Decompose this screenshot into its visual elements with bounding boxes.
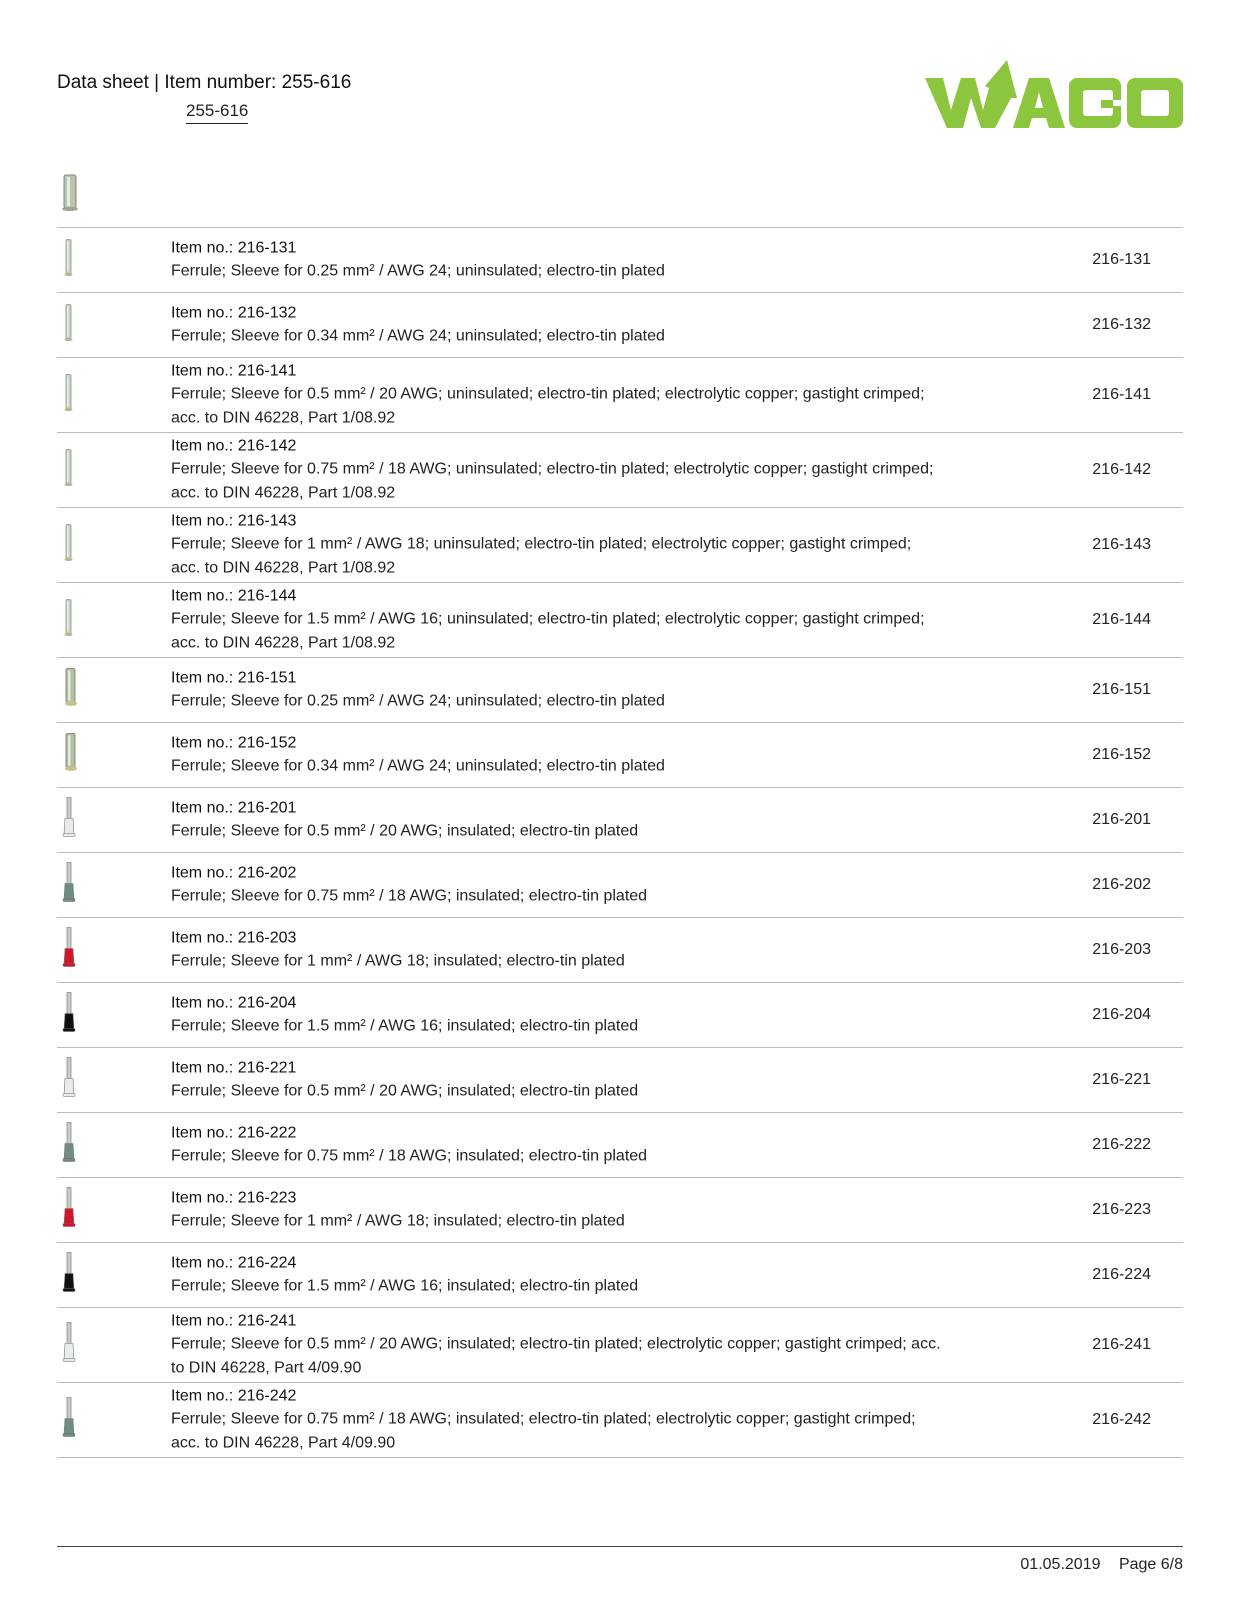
item-number-link[interactable]: 216-202 — [1092, 876, 1151, 893]
item-title: Item no.: 216-131 — [171, 239, 297, 257]
item-number-link[interactable]: 216-142 — [1092, 461, 1151, 478]
item-text — [171, 237, 941, 284]
table-row — [57, 433, 1183, 508]
item-title: Item no.: 216-224 — [171, 1254, 297, 1272]
item-number-link[interactable]: 216-224 — [1092, 1266, 1151, 1283]
item-description: Ferrule; Sleeve for 1 mm² / AWG 18; insulated; electro-tin plated — [171, 1212, 625, 1230]
item-title: Item no.: 216-151 — [171, 669, 297, 687]
item-title: Item no.: 216-222 — [171, 1124, 297, 1142]
ferrule-black-icon — [61, 1252, 79, 1299]
item-title: Item no.: 216-223 — [171, 1189, 297, 1207]
item-title: Item no.: 216-132 — [171, 304, 297, 322]
item-description: Ferrule; Sleeve for 0.75 mm² / 18 AWG; uninsulated; electro-tin plated; electrolytic copper; gastight crimped; acc. to DIN 46228, Part 1/08.92 — [171, 460, 934, 502]
table-row — [57, 918, 1183, 983]
item-title: Item no.: 216-221 — [171, 1059, 297, 1077]
table-row — [57, 1048, 1183, 1113]
ferrule-thick-icon — [61, 732, 81, 779]
item-number-link[interactable]: 216-223 — [1092, 1201, 1151, 1218]
ferrule-gray-icon — [61, 1122, 79, 1169]
item-title: Item no.: 216-144 — [171, 587, 297, 605]
page-title: Data sheet | Item number: 255-616 — [57, 72, 352, 93]
ferrule-bare-icon — [61, 238, 77, 283]
item-description: Ferrule; Sleeve for 0.5 mm² / 20 AWG; insulated; electro-tin plated — [171, 1082, 639, 1100]
table-row — [57, 228, 1183, 293]
table-row — [57, 1383, 1183, 1458]
item-number-link[interactable]: 255-616 — [186, 101, 248, 124]
item-number-link[interactable]: 216-221 — [1092, 1071, 1151, 1088]
ferrule-white-icon — [61, 1057, 79, 1104]
table-row — [57, 1113, 1183, 1178]
footer-date: 01.05.2019 — [1020, 1556, 1101, 1573]
table-row — [57, 293, 1183, 358]
item-text — [171, 1187, 941, 1234]
item-title: Item no.: 216-242 — [171, 1387, 297, 1405]
table-row — [57, 1243, 1183, 1308]
ferrule-thick-icon — [61, 667, 81, 714]
ferrule-white-icon — [61, 797, 79, 844]
item-number-link[interactable]: 216-131 — [1092, 251, 1151, 268]
table-row — [57, 1308, 1183, 1383]
item-number-link[interactable]: 216-144 — [1092, 611, 1151, 628]
ferrule-white-icon — [61, 1322, 79, 1369]
ferrule-red-icon — [61, 927, 79, 974]
ferrule-bare-icon — [61, 373, 77, 418]
item-text — [171, 797, 941, 844]
item-text — [171, 732, 941, 779]
item-description: Ferrule; Sleeve for 1 mm² / AWG 18; insulated; electro-tin plated — [171, 952, 625, 970]
item-description: Ferrule; Sleeve for 0.5 mm² / 20 AWG; insulated; electro-tin plated — [171, 822, 639, 840]
ferrule-bare-icon — [61, 523, 77, 568]
item-number-link[interactable]: 216-132 — [1092, 316, 1151, 333]
item-description: Ferrule; Sleeve for 0.5 mm² / 20 AWG; insulated; electro-tin plated; electrolytic copper; gastight crimped; acc. to DIN 46228, Part 4/09.90 — [171, 1335, 941, 1377]
item-text — [171, 992, 941, 1039]
item-title: Item no.: 216-241 — [171, 1312, 297, 1330]
ferrule-gray-icon — [61, 1397, 79, 1444]
item-description: Ferrule; Sleeve for 0.75 mm² / 18 AWG; insulated; electro-tin plated — [171, 1147, 648, 1165]
table-row — [57, 853, 1183, 918]
item-text — [171, 927, 941, 974]
item-title: Item no.: 216-204 — [171, 994, 297, 1012]
item-title: Item no.: 216-143 — [171, 512, 297, 530]
table-row — [57, 508, 1183, 583]
item-text — [171, 1057, 941, 1104]
ferrule-bare-icon — [61, 448, 77, 493]
item-number-link[interactable]: 216-204 — [1092, 1006, 1151, 1023]
ferrule-bare-icon — [61, 303, 77, 348]
item-number-link[interactable]: 216-242 — [1092, 1411, 1151, 1428]
footer-divider — [57, 1546, 1183, 1547]
ferrule-black-icon — [61, 992, 79, 1039]
item-text — [171, 1252, 941, 1299]
table-row — [57, 1178, 1183, 1243]
table-row — [57, 358, 1183, 433]
ferrule-red-icon — [61, 1187, 79, 1234]
item-number-link[interactable]: 216-203 — [1092, 941, 1151, 958]
item-text — [171, 1385, 941, 1456]
item-title: Item no.: 216-203 — [171, 929, 297, 947]
item-text — [171, 360, 941, 431]
item-number-link[interactable]: 216-151 — [1092, 681, 1151, 698]
item-description: Ferrule; Sleeve for 1 mm² / AWG 18; uninsulated; electro-tin plated; electrolytic copper; gastight crimped; acc. to DIN 46228, Part 1/08.92 — [171, 535, 912, 577]
item-description: Ferrule; Sleeve for 0.34 mm² / AWG 24; uninsulated; electro-tin plated — [171, 757, 665, 775]
item-number-link[interactable]: 216-152 — [1092, 746, 1151, 763]
item-text — [171, 862, 941, 909]
item-text — [171, 510, 941, 581]
item-title: Item no.: 216-152 — [171, 734, 297, 752]
item-text — [171, 1310, 941, 1381]
item-title: Item no.: 216-142 — [171, 437, 297, 455]
accessory-list — [57, 227, 1183, 1458]
item-description: Ferrule; Sleeve for 1.5 mm² / AWG 16; insulated; electro-tin plated — [171, 1277, 639, 1295]
item-description: Ferrule; Sleeve for 0.75 mm² / 18 AWG; insulated; electro-tin plated; electrolytic copper; gastight crimped; acc. to DIN 46228, Part 4/09.90 — [171, 1410, 916, 1452]
item-description: Ferrule; Sleeve for 0.34 mm² / AWG 24; uninsulated; electro-tin plated — [171, 327, 665, 345]
ferrule-product-icon — [60, 174, 82, 212]
item-number-link[interactable]: 216-143 — [1092, 536, 1151, 553]
wago-logo — [925, 58, 1183, 146]
item-number-link[interactable]: 216-222 — [1092, 1136, 1151, 1153]
table-row — [57, 983, 1183, 1048]
item-description: Ferrule; Sleeve for 1.5 mm² / AWG 16; uninsulated; electro-tin plated; electrolytic copper; gastight crimped; acc. to DIN 46228, Part 1/08.92 — [171, 610, 925, 652]
footer-page: Page 6/8 — [1118, 1556, 1183, 1573]
ferrule-gray-icon — [61, 862, 79, 909]
item-description: Ferrule; Sleeve for 1.5 mm² / AWG 16; insulated; electro-tin plated — [171, 1017, 639, 1035]
table-row — [57, 788, 1183, 853]
item-title: Item no.: 216-202 — [171, 864, 297, 882]
item-title: Item no.: 216-201 — [171, 799, 297, 817]
item-description: Ferrule; Sleeve for 0.25 mm² / AWG 24; uninsulated; electro-tin plated — [171, 262, 665, 280]
footer — [1006, 1556, 1183, 1574]
item-text — [171, 585, 941, 656]
item-title: Item no.: 216-141 — [171, 362, 297, 380]
table-row — [57, 723, 1183, 788]
item-description: Ferrule; Sleeve for 0.75 mm² / 18 AWG; insulated; electro-tin plated — [171, 887, 648, 905]
item-number-link[interactable]: 216-241 — [1092, 1336, 1151, 1353]
table-row — [57, 583, 1183, 658]
item-text — [171, 1122, 941, 1169]
item-text — [171, 302, 941, 349]
table-row — [57, 658, 1183, 723]
item-text — [171, 667, 941, 714]
item-description: Ferrule; Sleeve for 0.25 mm² / AWG 24; uninsulated; electro-tin plated — [171, 692, 665, 710]
item-text — [171, 435, 941, 506]
item-number-link[interactable]: 216-201 — [1092, 811, 1151, 828]
item-number-link[interactable]: 216-141 — [1092, 386, 1151, 403]
ferrule-bare-icon — [61, 598, 77, 643]
item-description: Ferrule; Sleeve for 0.5 mm² / 20 AWG; uninsulated; electro-tin plated; electrolytic copper; gastight crimped; acc. to DIN 46228, Part 1/08.92 — [171, 385, 925, 427]
